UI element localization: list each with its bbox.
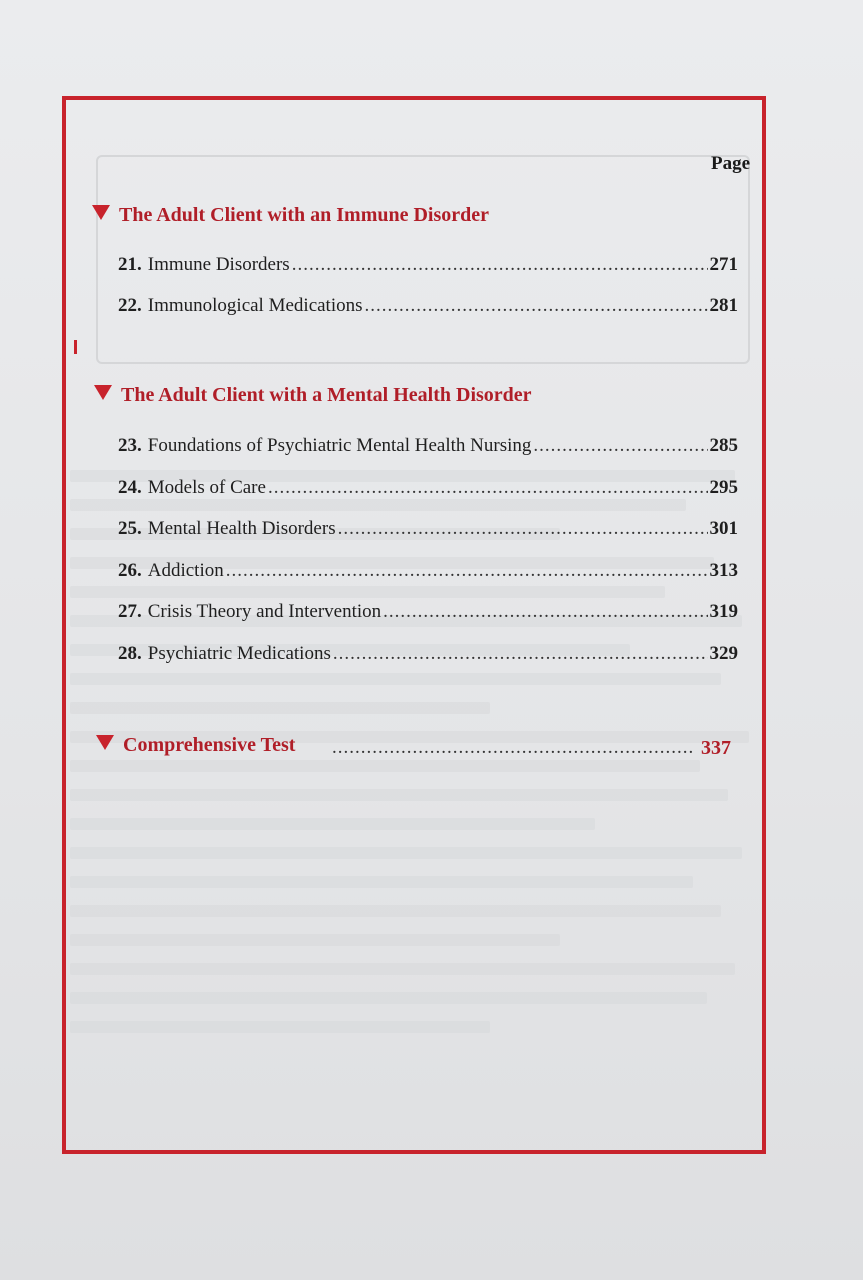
leader-dots bbox=[533, 435, 707, 457]
section-heading-immune bbox=[92, 204, 489, 227]
chapter-number: 22. bbox=[118, 295, 142, 316]
leader-dots bbox=[365, 295, 708, 317]
toc-entry-23[interactable] bbox=[118, 435, 738, 457]
triangle-bullet-icon bbox=[94, 385, 112, 400]
section-title: The Adult Client with a Mental Health Disorder bbox=[121, 384, 532, 406]
leader-dots bbox=[333, 643, 708, 665]
toc-entry-21[interactable] bbox=[118, 254, 738, 276]
chapter-number: 28. bbox=[118, 643, 142, 664]
page-number: 329 bbox=[709, 643, 738, 664]
chapter-number: 25. bbox=[118, 518, 142, 539]
chapter-title: Models of Care bbox=[147, 477, 266, 498]
toc-entry-22[interactable] bbox=[118, 295, 738, 317]
triangle-bullet-icon bbox=[92, 205, 110, 220]
section-title: The Adult Client with an Immune Disorder bbox=[119, 204, 490, 226]
page-number: 281 bbox=[709, 295, 738, 316]
page-number: 313 bbox=[709, 560, 738, 581]
chapter-title: Immune Disorders bbox=[147, 254, 290, 275]
leader-dots bbox=[338, 518, 708, 540]
chapter-number: 26. bbox=[118, 560, 142, 581]
page-number: 301 bbox=[709, 518, 738, 539]
leader-dots bbox=[383, 601, 707, 623]
section-heading-comprehensive-test[interactable] bbox=[96, 734, 295, 757]
chapter-title: Psychiatric Medications bbox=[147, 643, 331, 664]
page-number: 271 bbox=[709, 254, 738, 275]
margin-mark bbox=[74, 340, 77, 354]
comprehensive-test-page-number: 337 bbox=[701, 737, 731, 759]
chapter-number: 21. bbox=[118, 254, 142, 275]
leader-dots bbox=[268, 477, 708, 499]
chapter-title: Mental Health Disorders bbox=[147, 518, 336, 539]
chapter-number: 27. bbox=[118, 601, 142, 622]
section-heading-mental-health bbox=[94, 384, 532, 407]
leader-dots bbox=[292, 254, 708, 276]
page-number: 295 bbox=[709, 477, 738, 498]
chapter-title: Immunological Medications bbox=[147, 295, 363, 316]
page-number: 285 bbox=[709, 435, 738, 456]
toc-entry-26[interactable] bbox=[118, 560, 738, 582]
section-title: Comprehensive Test bbox=[123, 734, 296, 756]
page-column-label: Page bbox=[711, 153, 751, 174]
chapter-title: Foundations of Psychiatric Mental Health Nursing bbox=[147, 435, 532, 456]
leader-dots bbox=[226, 560, 708, 582]
leader-dots bbox=[332, 737, 694, 759]
toc-entry-27[interactable] bbox=[118, 601, 738, 623]
chapter-number: 24. bbox=[118, 477, 142, 498]
chapter-title: Crisis Theory and Intervention bbox=[147, 601, 382, 622]
toc-entry-24[interactable] bbox=[118, 477, 738, 499]
toc-entry-25[interactable] bbox=[118, 518, 738, 540]
toc-entry-28[interactable] bbox=[118, 643, 738, 665]
triangle-bullet-icon bbox=[96, 735, 114, 750]
chapter-number: 23. bbox=[118, 435, 142, 456]
page-number: 319 bbox=[709, 601, 738, 622]
chapter-title: Addiction bbox=[147, 560, 224, 581]
